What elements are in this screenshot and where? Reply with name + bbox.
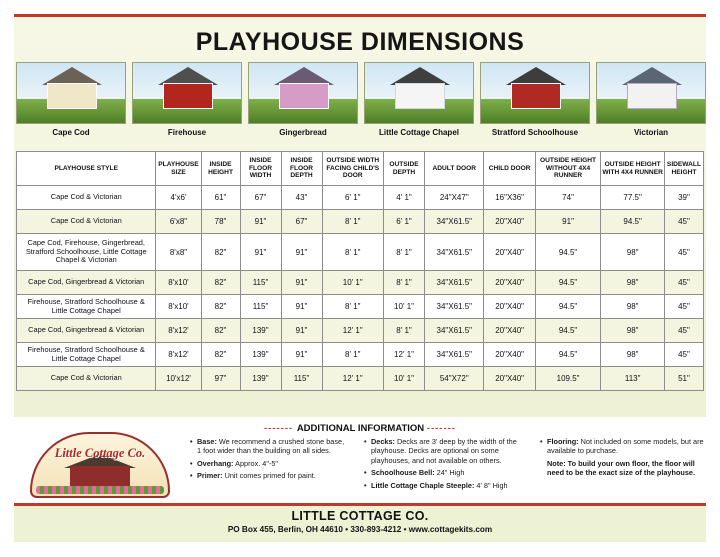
dimension-cell: 8' 1": [322, 295, 384, 319]
playhouse-building: [279, 83, 329, 109]
dimension-cell: 20"X40": [484, 271, 535, 295]
playhouse-building: [511, 83, 561, 109]
dimension-cell: 82": [201, 234, 240, 271]
dimension-cell: 94.5": [535, 234, 601, 271]
playhouse-photo: [16, 62, 126, 124]
table-row: [17, 186, 704, 210]
dimension-cell: 94.5": [535, 319, 601, 343]
dimension-cell: 34"X61.5": [425, 295, 484, 319]
dimension-cell: 98": [601, 343, 665, 367]
dimension-cell: 20"X40": [484, 319, 535, 343]
dimension-cell: 115": [240, 295, 281, 319]
info-column-1: [190, 437, 350, 484]
dimension-cell: 6'x8": [156, 210, 201, 234]
logo-flowers: [36, 486, 164, 494]
dimension-cell: 109.5": [535, 367, 601, 391]
dimension-cell: 43": [281, 186, 322, 210]
table-row: [17, 271, 704, 295]
dimension-cell: 98": [601, 319, 665, 343]
dimension-cell: 45": [664, 343, 703, 367]
dimension-cell: 91": [240, 210, 281, 234]
dimension-cell: 98": [601, 295, 665, 319]
playhouse-photo: [480, 62, 590, 124]
dimension-cell: 10' 1": [384, 295, 425, 319]
dimension-cell: 34"X61.5": [425, 271, 484, 295]
dimension-cell: 94.5": [535, 295, 601, 319]
dimension-cell: 16"X36": [484, 186, 535, 210]
info-column-2: [364, 437, 532, 493]
dimension-cell: 20"X40": [484, 210, 535, 234]
dimension-cell: 34"X61.5": [425, 210, 484, 234]
photo-caption: Victorian: [633, 128, 669, 137]
floor-note: [540, 459, 708, 478]
info-item-label: Overhang:: [197, 458, 234, 468]
dimension-cell: 20"X40": [484, 343, 535, 367]
dimension-cell: 8'x12': [156, 319, 201, 343]
dimension-cell: 91": [281, 234, 322, 271]
dimension-cell: 8'x10': [156, 295, 201, 319]
dimension-cell: 12' 1": [322, 319, 384, 343]
photo-caption: Stratford Schoolhouse: [491, 128, 579, 137]
photo-caption: Little Cottage Chapel: [378, 128, 459, 137]
dimension-cell: 24"X47": [425, 186, 484, 210]
info-item: [540, 437, 708, 456]
dimension-cell: 10' 1": [384, 367, 425, 391]
table-row: [17, 367, 704, 391]
dimension-cell: 8' 1": [384, 319, 425, 343]
playhouse-style-cell: Cape Cod, Gingerbread & Victorian: [17, 271, 156, 295]
dimension-cell: 113": [601, 367, 665, 391]
info-item: [190, 471, 350, 480]
column-header: INSIDE FLOOR DEPTH: [281, 152, 322, 186]
info-item-text: Decks are 3' deep by the width of the playhouse. Decks are optional on some playhouses, and not available on others.: [371, 437, 517, 465]
playhouse-style-cell: Cape Cod, Firehouse, Gingerbread, Stratford Schoolhouse, Little Cottage Chapel & Victorian: [17, 234, 156, 271]
dimension-cell: 94.5": [535, 343, 601, 367]
playhouse-photo-card: [248, 62, 358, 142]
dimension-cell: 45": [664, 319, 703, 343]
dimension-cell: 94.5": [535, 271, 601, 295]
dimension-cell: 45": [664, 234, 703, 271]
dimension-cell: 12' 1": [322, 367, 384, 391]
playhouse-style-cell: Firehouse, Stratford Schoolhouse & Little Cottage Chapel: [17, 343, 156, 367]
dimension-cell: 91": [281, 295, 322, 319]
info-item-label: Decks:: [371, 437, 395, 446]
info-item-label: Primer:: [197, 471, 223, 481]
dimension-cell: 67": [281, 210, 322, 234]
column-header: CHILD DOOR: [484, 152, 535, 186]
dimension-cell: 82": [201, 295, 240, 319]
dimension-cell: 77.5": [601, 186, 665, 210]
dimension-cell: 98": [601, 271, 665, 295]
photo-strip: [16, 62, 706, 142]
info-item-label: Flooring:: [547, 437, 579, 446]
page-title: PLAYHOUSE DIMENSIONS: [195, 28, 525, 56]
dimension-cell: 61": [201, 186, 240, 210]
dimension-cell: 6' 1": [322, 186, 384, 210]
dimension-cell: 20"X40": [484, 367, 535, 391]
column-header: OUTSIDE DEPTH: [384, 152, 425, 186]
playhouse-style-cell: Cape Cod & Victorian: [17, 210, 156, 234]
column-header: INSIDE FLOOR WIDTH: [240, 152, 281, 186]
dimension-cell: 12' 1": [384, 343, 425, 367]
photo-caption: Cape Cod: [52, 128, 90, 137]
dimension-cell: 10'x12': [156, 367, 201, 391]
table-row: [17, 210, 704, 234]
dimension-cell: 45": [664, 271, 703, 295]
heading-dashes-left: -------: [264, 423, 297, 434]
info-item: [364, 481, 532, 490]
dimension-cell: 34"X61.5": [425, 319, 484, 343]
table-row: [17, 234, 704, 271]
dimension-cell: 97": [201, 367, 240, 391]
dimension-cell: 8' 1": [322, 234, 384, 271]
dimension-cell: 45": [664, 210, 703, 234]
dimension-cell: 54"X72": [425, 367, 484, 391]
dimension-cell: 45": [664, 295, 703, 319]
playhouse-photo-card: [480, 62, 590, 142]
playhouse-style-cell: Firehouse, Stratford Schoolhouse & Little Cottage Chapel: [17, 295, 156, 319]
column-header: INSIDE HEIGHT: [201, 152, 240, 186]
dimension-cell: 115": [281, 367, 322, 391]
company-logo: [30, 432, 170, 498]
dimension-cell: 91": [535, 210, 601, 234]
dimension-cell: 51": [664, 367, 703, 391]
heading-dashes-right: -------: [426, 423, 456, 434]
playhouse-photo-card: [364, 62, 474, 142]
info-item: [190, 437, 350, 456]
dimension-cell: 34"X61.5": [425, 234, 484, 271]
company-contact: PO Box 455, Berlin, OH 44610 • 330-893-4212 • www.cottagekits.com: [227, 525, 493, 534]
additional-info-title: ADDITIONAL INFORMATION: [296, 423, 425, 434]
dimension-cell: 78": [201, 210, 240, 234]
dimension-cell: 20"X40": [484, 234, 535, 271]
playhouse-photo: [596, 62, 706, 124]
table-header-row: [17, 152, 704, 186]
dimension-cell: 8' 1": [384, 234, 425, 271]
column-header: OUTSIDE WIDTH FACING CHILD'S DOOR: [322, 152, 384, 186]
column-header: PLAYHOUSE SIZE: [156, 152, 201, 186]
dimension-cell: 34"X61.5": [425, 343, 484, 367]
dimension-cell: 91": [240, 234, 281, 271]
playhouse-photo-card: [132, 62, 242, 142]
info-column-3: [540, 437, 708, 478]
info-item-text: Approx. 4"-5": [233, 458, 279, 468]
dimension-cell: 67": [240, 186, 281, 210]
info-item-text: Not included on some models, but are available to purchase.: [547, 437, 704, 456]
table-row: [17, 343, 704, 367]
playhouse-photo: [364, 62, 474, 124]
info-item-text: We recommend a crushed stone base, 1 foot wider than the building on all sides.: [197, 437, 345, 456]
dimension-cell: 82": [201, 343, 240, 367]
playhouse-photo: [132, 62, 242, 124]
dimension-cell: 8'x8": [156, 234, 201, 271]
playhouse-photo-card: [596, 62, 706, 142]
info-item-label: Schoolhouse Bell:: [371, 468, 435, 478]
playhouse-building: [627, 83, 677, 109]
table-row: [17, 295, 704, 319]
info-item-text: Unit comes primed for paint.: [222, 471, 316, 481]
photo-caption: Firehouse: [167, 128, 207, 137]
playhouse-style-cell: Cape Cod, Gingerbread & Victorian: [17, 319, 156, 343]
playhouse-photo-card: [16, 62, 126, 142]
dimension-cell: 82": [201, 319, 240, 343]
dimension-cell: 98": [601, 234, 665, 271]
playhouse-building: [47, 83, 97, 109]
info-item: [364, 437, 532, 465]
info-item: [364, 468, 532, 477]
dimension-cell: 91": [281, 343, 322, 367]
info-item-text: 4' 8" High: [474, 480, 508, 490]
company-name: LITTLE COTTAGE CO.: [291, 509, 429, 523]
dimension-cell: 39": [664, 186, 703, 210]
column-header: SIDEWALL HEIGHT: [664, 152, 703, 186]
dimension-cell: 20"X40": [484, 295, 535, 319]
dimension-cell: 74": [535, 186, 601, 210]
dimension-cell: 82": [201, 271, 240, 295]
photo-caption: Gingerbread: [279, 128, 327, 137]
info-item-label: Base:: [197, 437, 217, 446]
dimension-cell: 4'x6': [156, 186, 201, 210]
playhouse-building: [395, 83, 445, 109]
info-item-label: Little Cottage Chaple Steeple:: [371, 480, 475, 490]
dimension-cell: 10' 1": [322, 271, 384, 295]
playhouse-style-cell: Cape Cod & Victorian: [17, 367, 156, 391]
logo-wordmark: Little Cottage Co.: [54, 446, 146, 460]
floor-note-text: Note: To build your own floor, the floor will need to be the exact size of the playhouse.: [547, 458, 696, 478]
dimension-cell: 8' 1": [322, 343, 384, 367]
playhouse-style-cell: Cape Cod & Victorian: [17, 186, 156, 210]
dimension-cell: 8'x12': [156, 343, 201, 367]
dimension-cell: 139": [240, 367, 281, 391]
table-row: [17, 319, 704, 343]
dimension-cell: 4' 1": [384, 186, 425, 210]
info-item-text: 24" High: [434, 468, 465, 478]
dimension-cell: 91": [281, 319, 322, 343]
column-header: OUTSIDE HEIGHT WITH 4X4 RUNNER: [601, 152, 665, 186]
table-body: [17, 186, 704, 391]
column-header: OUTSIDE HEIGHT WITHOUT 4X4 RUNNER: [535, 152, 601, 186]
dimension-cell: 139": [240, 319, 281, 343]
dimensions-table: [16, 151, 704, 391]
dimension-cell: 91": [281, 271, 322, 295]
dimensions-table-container: [16, 151, 704, 391]
dimension-cell: 6' 1": [384, 210, 425, 234]
dimension-cell: 94.5": [601, 210, 665, 234]
dimension-cell: 115": [240, 271, 281, 295]
column-header: PLAYHOUSE STYLE: [17, 152, 156, 186]
playhouse-photo: [248, 62, 358, 124]
dimension-cell: 8' 1": [322, 210, 384, 234]
info-item: [190, 459, 350, 468]
dimension-cell: 8' 1": [384, 271, 425, 295]
playhouse-building: [163, 83, 213, 109]
dimension-cell: 139": [240, 343, 281, 367]
column-header: ADULT DOOR: [425, 152, 484, 186]
dimension-cell: 8'x10': [156, 271, 201, 295]
